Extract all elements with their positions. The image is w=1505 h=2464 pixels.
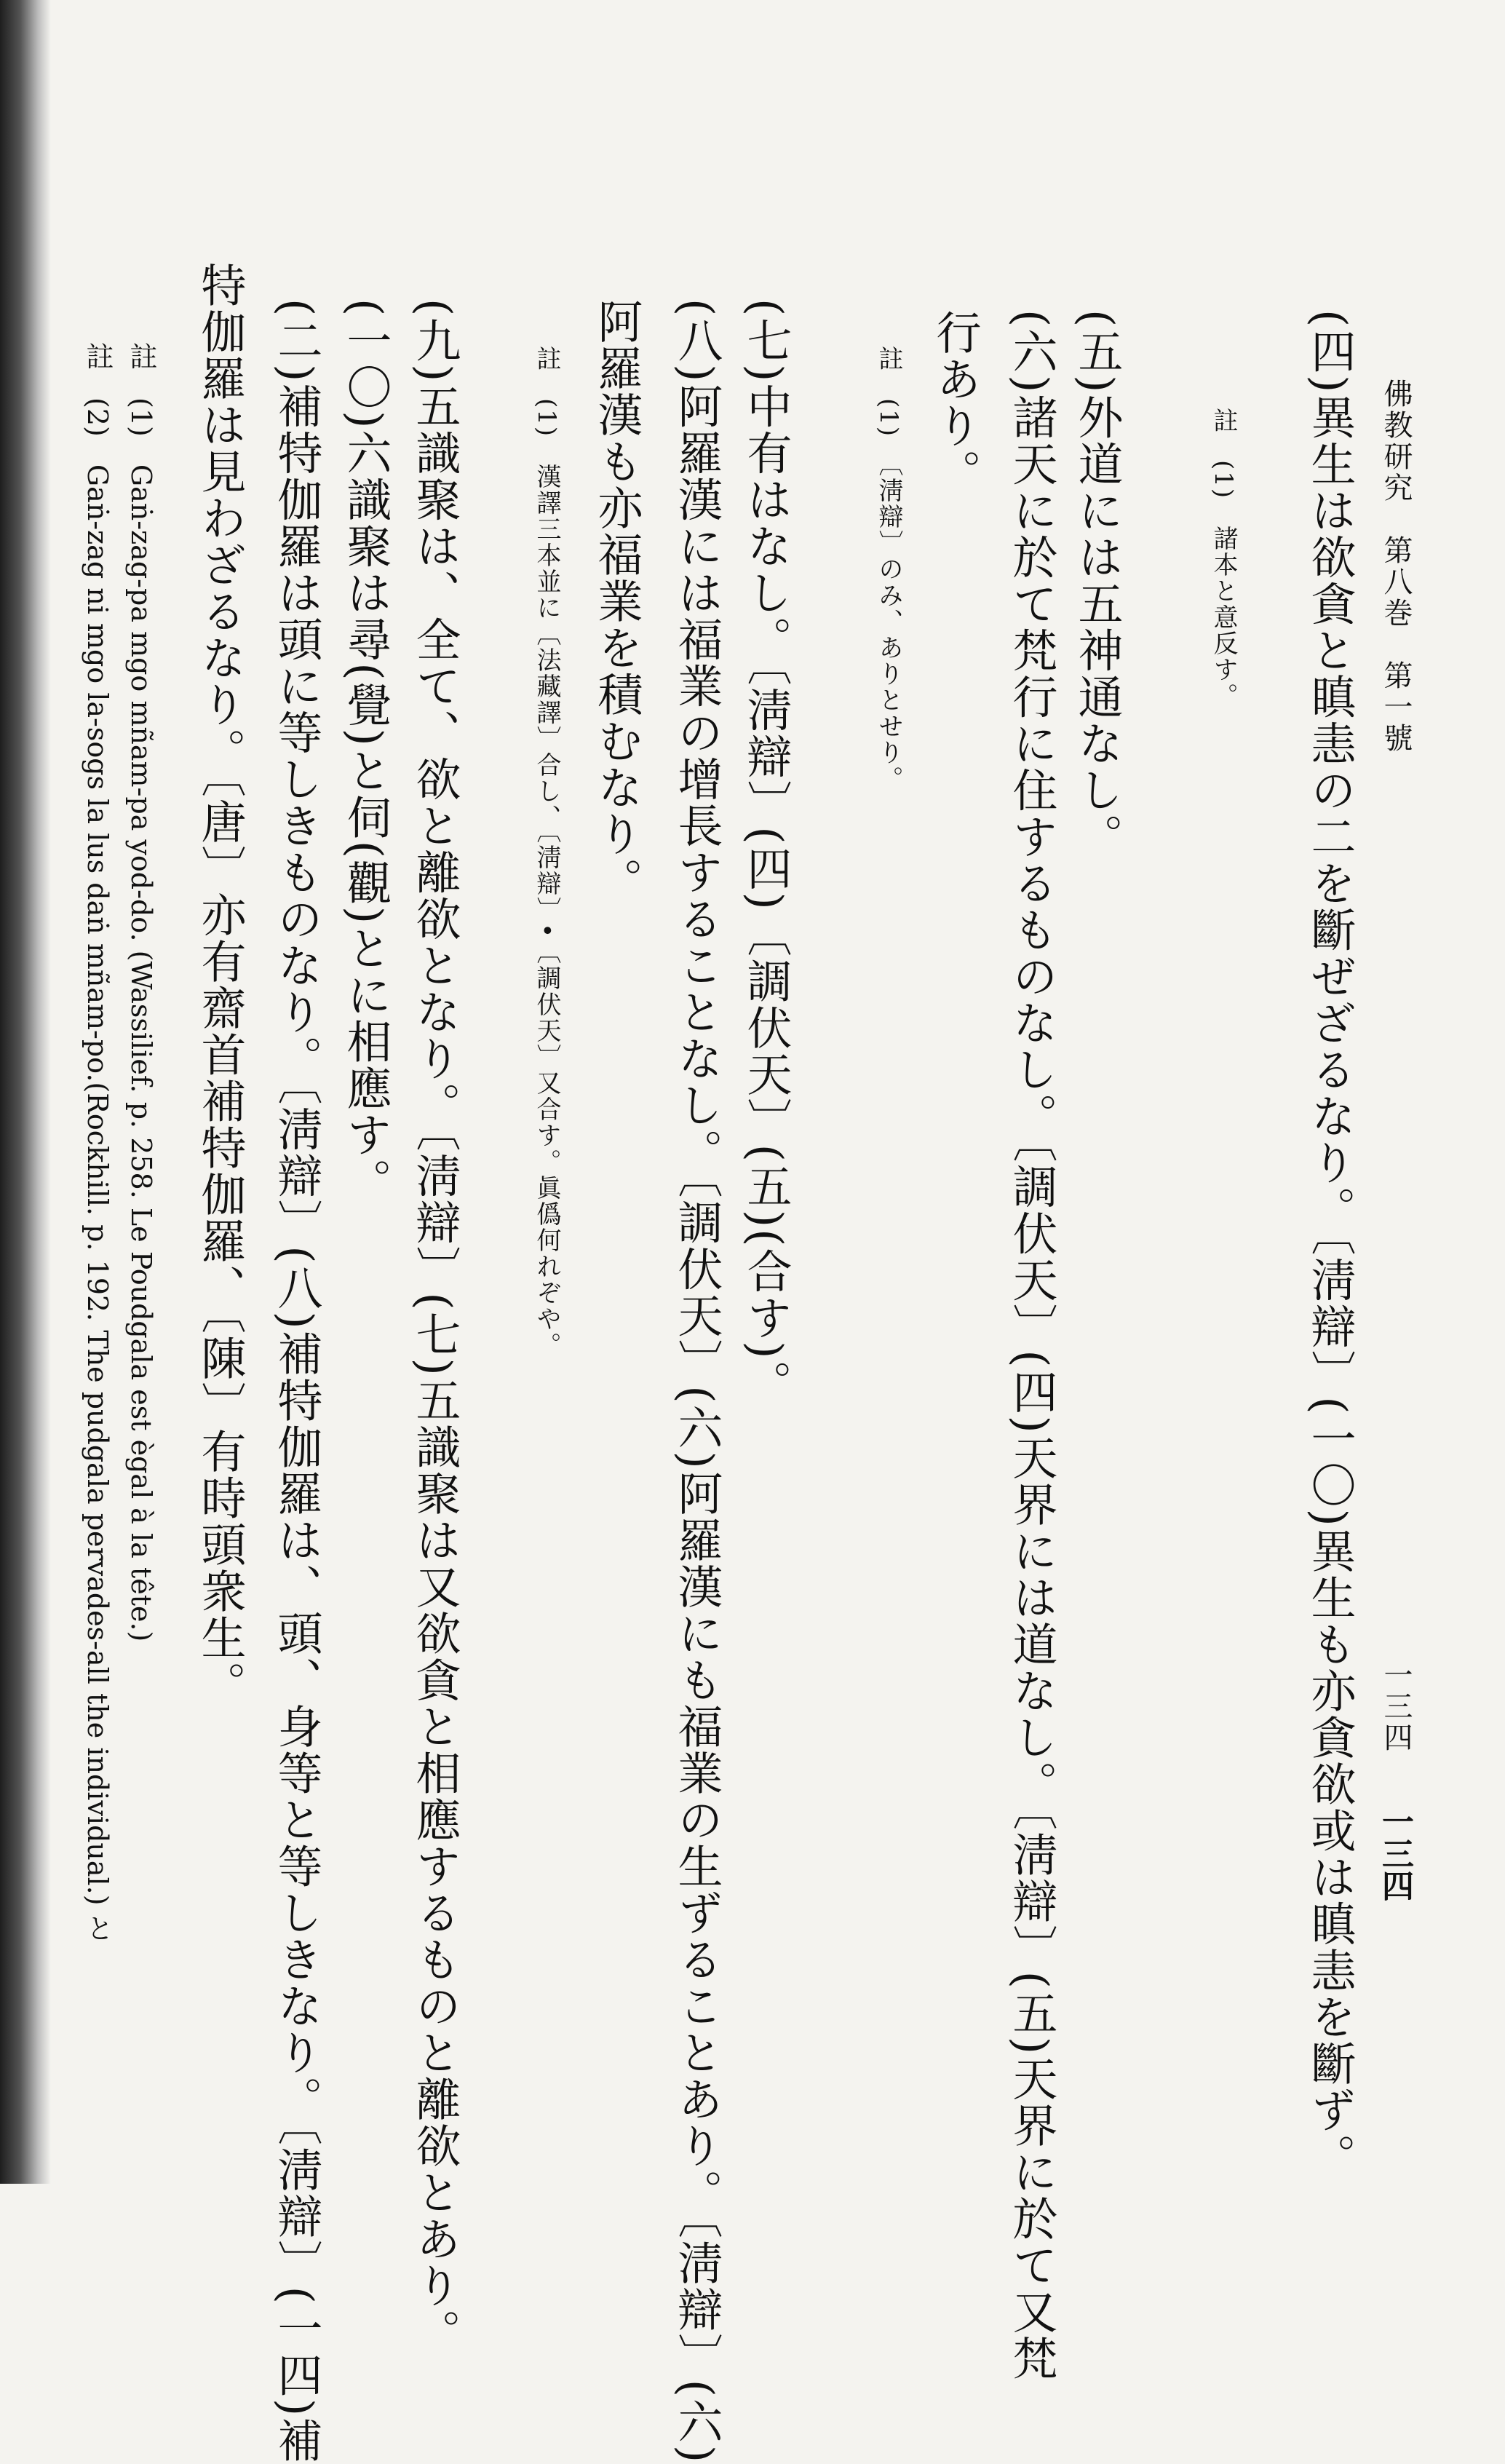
- paragraph-9: (九)五識聚は、全て、欲と離欲となり。〔淸辯〕(七)五識聚は又欲貪と相應するものと離欲とあり。: [408, 298, 461, 2356]
- paragraph-5: (五)外道には五神通なし。: [1071, 309, 1124, 860]
- paragraph-4: (四)異生は欲貪と瞋恚の二を斷ぜざるなり。〔淸辯〕(一〇)異生も亦貪欲或は瞋恚を斷ず。: [1303, 309, 1357, 2180]
- paragraph-8: (八)阿羅漢には福業の增長することなし。〔調伏天〕(六)阿羅漢にも福業の生ずることあり。〔淸辯〕(六): [670, 298, 723, 2464]
- footnote-2: 註 (2) Gaṅ-zag ni mgo la-sogs la lus daṅ mñam-po.(Rockhill. p. 192. The pudgala pervades-all the individual.) と: [82, 342, 114, 1942]
- footnote-1: 註 (1) Gaṅ-zag-pa mgo mñam-pa yod-do. (Wassilief. p. 258. Le Poudgala est ègal à la tête.): [125, 342, 157, 1642]
- paragraph-11-cont: 特伽羅は見わざるなり。〔唐〕亦有齋首補特伽羅、〔陳〕有時頭衆生。: [194, 262, 247, 1708]
- journal-header: 佛教研究 第八巻 第一號: [1379, 379, 1413, 754]
- paragraph-11: (二)補特伽羅は頭に等しきものなり。〔淸辯〕(八)補特伽羅は、頭、身等と等しきなり。〔淸辯〕(一四)補: [270, 298, 323, 2464]
- note-8-1: 註 (1) 漢譯三本並に〔法藏譯〕合し、〔淸辯〕•〔調伏天〕又合す。眞僞何れぞや。: [532, 346, 561, 1359]
- page-number-kanji: 一三四: [1379, 1660, 1413, 1754]
- page-number: 一三四: [1376, 1805, 1413, 1901]
- note-6-1: 註 (1) 〔淸辯〕のみ、ありとせり。: [874, 346, 903, 793]
- scan-shadow-edge: [0, 0, 51, 2184]
- paragraph-6: (六)諸天に於て梵行に住するものなし。〔調伏天〕(四)天界には道なし。〔淸辯〕(五)天界に於て又梵: [1005, 309, 1058, 2382]
- paragraph-6-cont: 行あり。: [929, 309, 982, 496]
- paragraph-10: (一〇)六識聚は尋(覺)と伺(觀)とに相應す。: [339, 298, 392, 1205]
- paragraph-7: (七)中有はなし。〔淸辯〕(四)〔調伏天〕(五)(合す)。: [739, 298, 793, 1407]
- note-4-1: 註 (1) 諸本と意反す。: [1209, 408, 1238, 710]
- paragraph-8-cont: 阿羅漢も亦福業を積むなり。: [590, 298, 643, 904]
